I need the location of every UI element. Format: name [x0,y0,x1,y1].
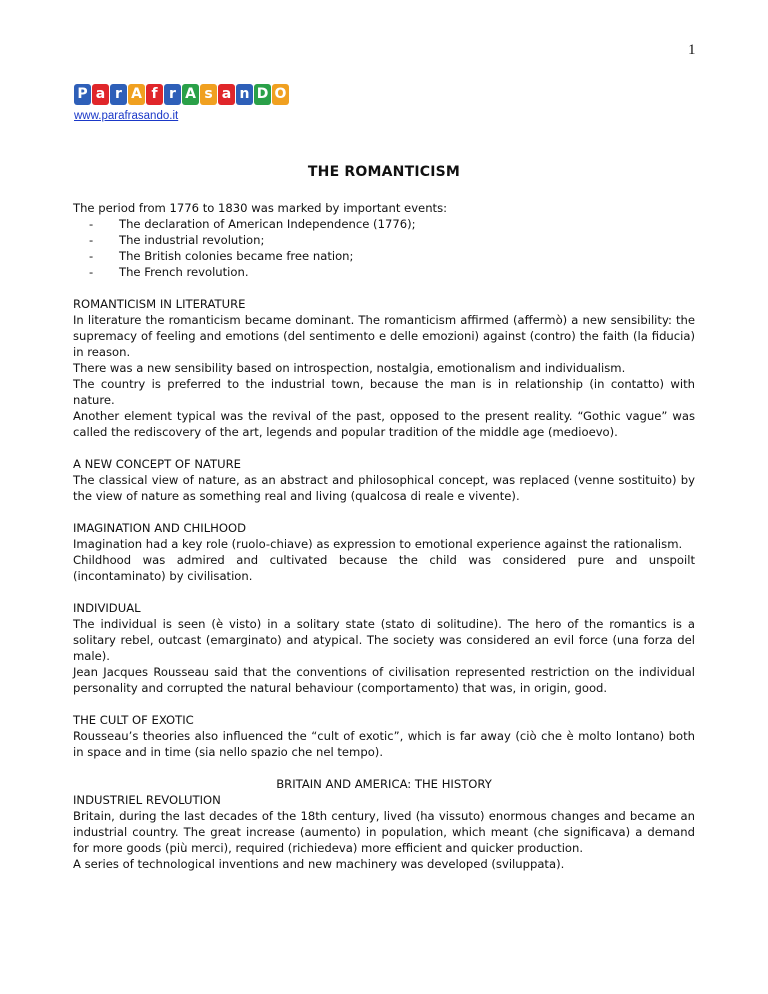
event-text: The French revolution. [119,265,249,279]
logo-letter-tile: r [110,84,127,105]
section-heading: ROMANTICISM IN LITERATURE [73,297,246,311]
site-link[interactable]: www.parafrasando.it [74,110,179,122]
section-subheading: INDUSTRIEL REVOLUTION [73,793,221,807]
list-item [73,232,695,248]
bullet-dash: - [89,233,94,247]
event-text: The declaration of American Independence (1776); [119,217,416,231]
list-item [73,264,695,280]
parafrasando-logo [74,84,289,105]
paragraph: Britain, during the last decades of the 18th century, lived (ha vissuto) enormous changes and became an industrial country. The great increase (aumento) in population, which meant (che significava) a demand for more goods (più merci), required (richiedeva) more efficient and quicker production. [73,809,695,855]
section-heading: INDIVIDUAL [73,601,141,615]
logo-letter-tile: s [200,84,217,105]
section-heading: IMAGINATION AND CHILHOOD [73,521,247,535]
logo-letter-tile: D [254,84,271,105]
document-title: THE ROMANTICISM [307,164,461,180]
paragraph: Jean Jacques Rousseau said that the conventions of civilisation represented restriction on the individual personality and corrupted the natural behaviour (comportamento) that was, in origin, good. [73,665,695,695]
paragraph: The individual is seen (è visto) in a solitary state (stato di solitudine). The hero of the romantics is a solitary rebel, outcast (emarginato) and atypical. The society was considered an evil force (una forza del male). [73,617,695,663]
document-body [73,200,695,872]
logo-letter-tile: P [74,84,91,105]
logo-letter-tile: f [146,84,163,105]
list-item [73,216,695,232]
logo-letter-tile: r [164,84,181,105]
section-heading: BRITAIN AND AMERICA: THE HISTORY [276,777,492,791]
intro-text: The period from 1776 to 1830 was marked by important events: [73,201,448,215]
paragraph: The classical view of nature, as an abstract and philosophical concept, was replaced (venne sostituito) by the view of nature as something real and living (qualcosa di reale e vivente). [73,473,695,503]
bullet-dash: - [89,217,94,231]
paragraph: There was a new sensibility based on introspection, nostalgia, emotionalism and individualism. [73,361,626,375]
bullet-dash: - [89,265,94,279]
section-heading: A NEW CONCEPT OF NATURE [73,457,241,471]
paragraph: Imagination had a key role (ruolo-chiave) as expression to emotional experience against the rationalism. [73,537,683,551]
event-text: The British colonies became free nation; [119,249,354,263]
page-number: 1 [688,42,696,58]
paragraph: In literature the romanticism became dominant. The romanticism affirmed (affermò) a new sensibility: the supremacy of feeling and emotions (del sentimento e delle emozioni) against (contro) the faith (la fiducia) in reason. [73,313,695,359]
logo-letter-tile: a [218,84,235,105]
events-list [73,216,695,280]
paragraph: Another element typical was the revival of the past, opposed to the present reality. “Gothic vague” was called the rediscovery of the art, legends and popular tradition of the middle age (medioevo). [73,409,695,439]
paragraph: Childhood was admired and cultivated because the child was considered pure and unspoilt (incontaminato) by civilisation. [73,553,695,583]
logo-letter-tile: n [236,84,253,105]
bullet-dash: - [89,249,94,263]
paragraph: A series of technological inventions and new machinery was developed (sviluppata). [73,857,565,871]
logo-letter-tile: A [182,84,199,105]
section-heading: THE CULT OF EXOTIC [73,713,194,727]
event-text: The industrial revolution; [119,233,265,247]
logo-letter-tile: a [92,84,109,105]
logo-letter-tile: O [272,84,289,105]
paragraph: The country is preferred to the industrial town, because the man is in relationship (in contatto) with nature. [73,377,695,407]
list-item [73,248,695,264]
paragraph: Rousseau’s theories also influenced the “cult of exotic”, which is far away (ciò che è molto lontano) both in space and in time (sia nello spazio che nel tempo). [73,729,695,759]
logo-letter-tile: A [128,84,145,105]
